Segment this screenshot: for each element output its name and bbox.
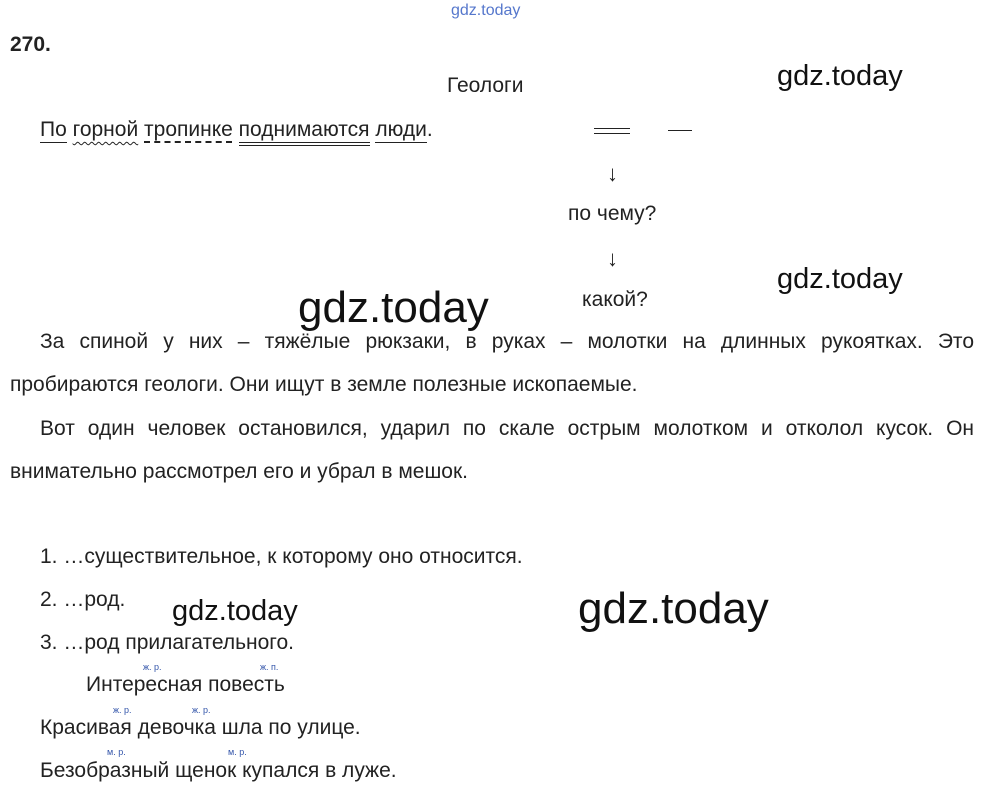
watermark-left-lower: gdz.today bbox=[172, 595, 298, 627]
example-3-label-a: м. р. bbox=[107, 747, 126, 757]
exercise-number: 270. bbox=[10, 33, 51, 56]
scheme-question-2: какой? bbox=[582, 288, 648, 311]
answer-2: 2. …род. bbox=[40, 588, 126, 611]
watermark-right-1: gdz.today bbox=[777, 60, 903, 92]
example-1-adjective: Интересная bbox=[86, 673, 203, 696]
answer-3: 3. …род прилагательного. bbox=[40, 631, 295, 654]
scheme-arrow-1: ↓ bbox=[607, 161, 618, 186]
scheme-predicate-mark bbox=[594, 128, 630, 129]
example-1 bbox=[86, 673, 285, 697]
scheme-arrow-2: ↓ bbox=[607, 246, 618, 271]
text-title: Геологи bbox=[447, 74, 524, 97]
example-3-rest: щенок купался в луже. bbox=[169, 759, 397, 782]
example-3-label-b: м. р. bbox=[228, 747, 247, 757]
example-2-label-b: ж. р. bbox=[192, 705, 211, 715]
watermark-right-2: gdz.today bbox=[777, 263, 903, 295]
watermark-right-big: gdz.today bbox=[578, 584, 769, 633]
answer-1: 1. …существительное, к которому оно относится. bbox=[40, 545, 523, 568]
paragraph-1: За спиной у них – тяжёлые рюкзаки, в руках – молотки на длинных рукоятках. Это пробираются геологи. Они ищут в земле полезные ископаемые. bbox=[10, 330, 974, 396]
example-2-rest: девочка шла по улице. bbox=[131, 716, 361, 739]
example-2-label-a: ж. р. bbox=[113, 705, 132, 715]
scheme-predicate-mark-2 bbox=[594, 133, 630, 134]
word-adjective-definition: горной bbox=[72, 118, 139, 141]
sentence-period: . bbox=[426, 118, 433, 141]
word-predicate: поднимаются bbox=[239, 118, 370, 146]
example-1-label-b: ж. п. bbox=[260, 662, 279, 672]
watermark-middle: gdz.today bbox=[298, 283, 489, 332]
paragraph-2: Вот один человек остановился, ударил по скале острым молотком и отколол кусок. Он внимательно рассмотрел его и убрал в мешок. bbox=[10, 417, 974, 483]
example-1-label-a: ж. р. bbox=[143, 662, 162, 672]
example-2-adjective: Красивая bbox=[40, 716, 132, 739]
scheme-subject-mark bbox=[668, 130, 692, 131]
parsed-sentence bbox=[40, 118, 433, 142]
word-preposition: По bbox=[40, 118, 67, 141]
example-1-rest: повесть bbox=[202, 673, 285, 696]
example-3-adjective: Безобразный bbox=[40, 759, 170, 782]
watermark-top: gdz.today bbox=[451, 2, 521, 19]
example-3 bbox=[40, 759, 397, 783]
example-2 bbox=[40, 716, 361, 740]
word-subject: люди bbox=[375, 118, 427, 141]
scheme-question-1: по чему? bbox=[568, 202, 657, 225]
word-circumstance: тропинке bbox=[144, 118, 233, 141]
